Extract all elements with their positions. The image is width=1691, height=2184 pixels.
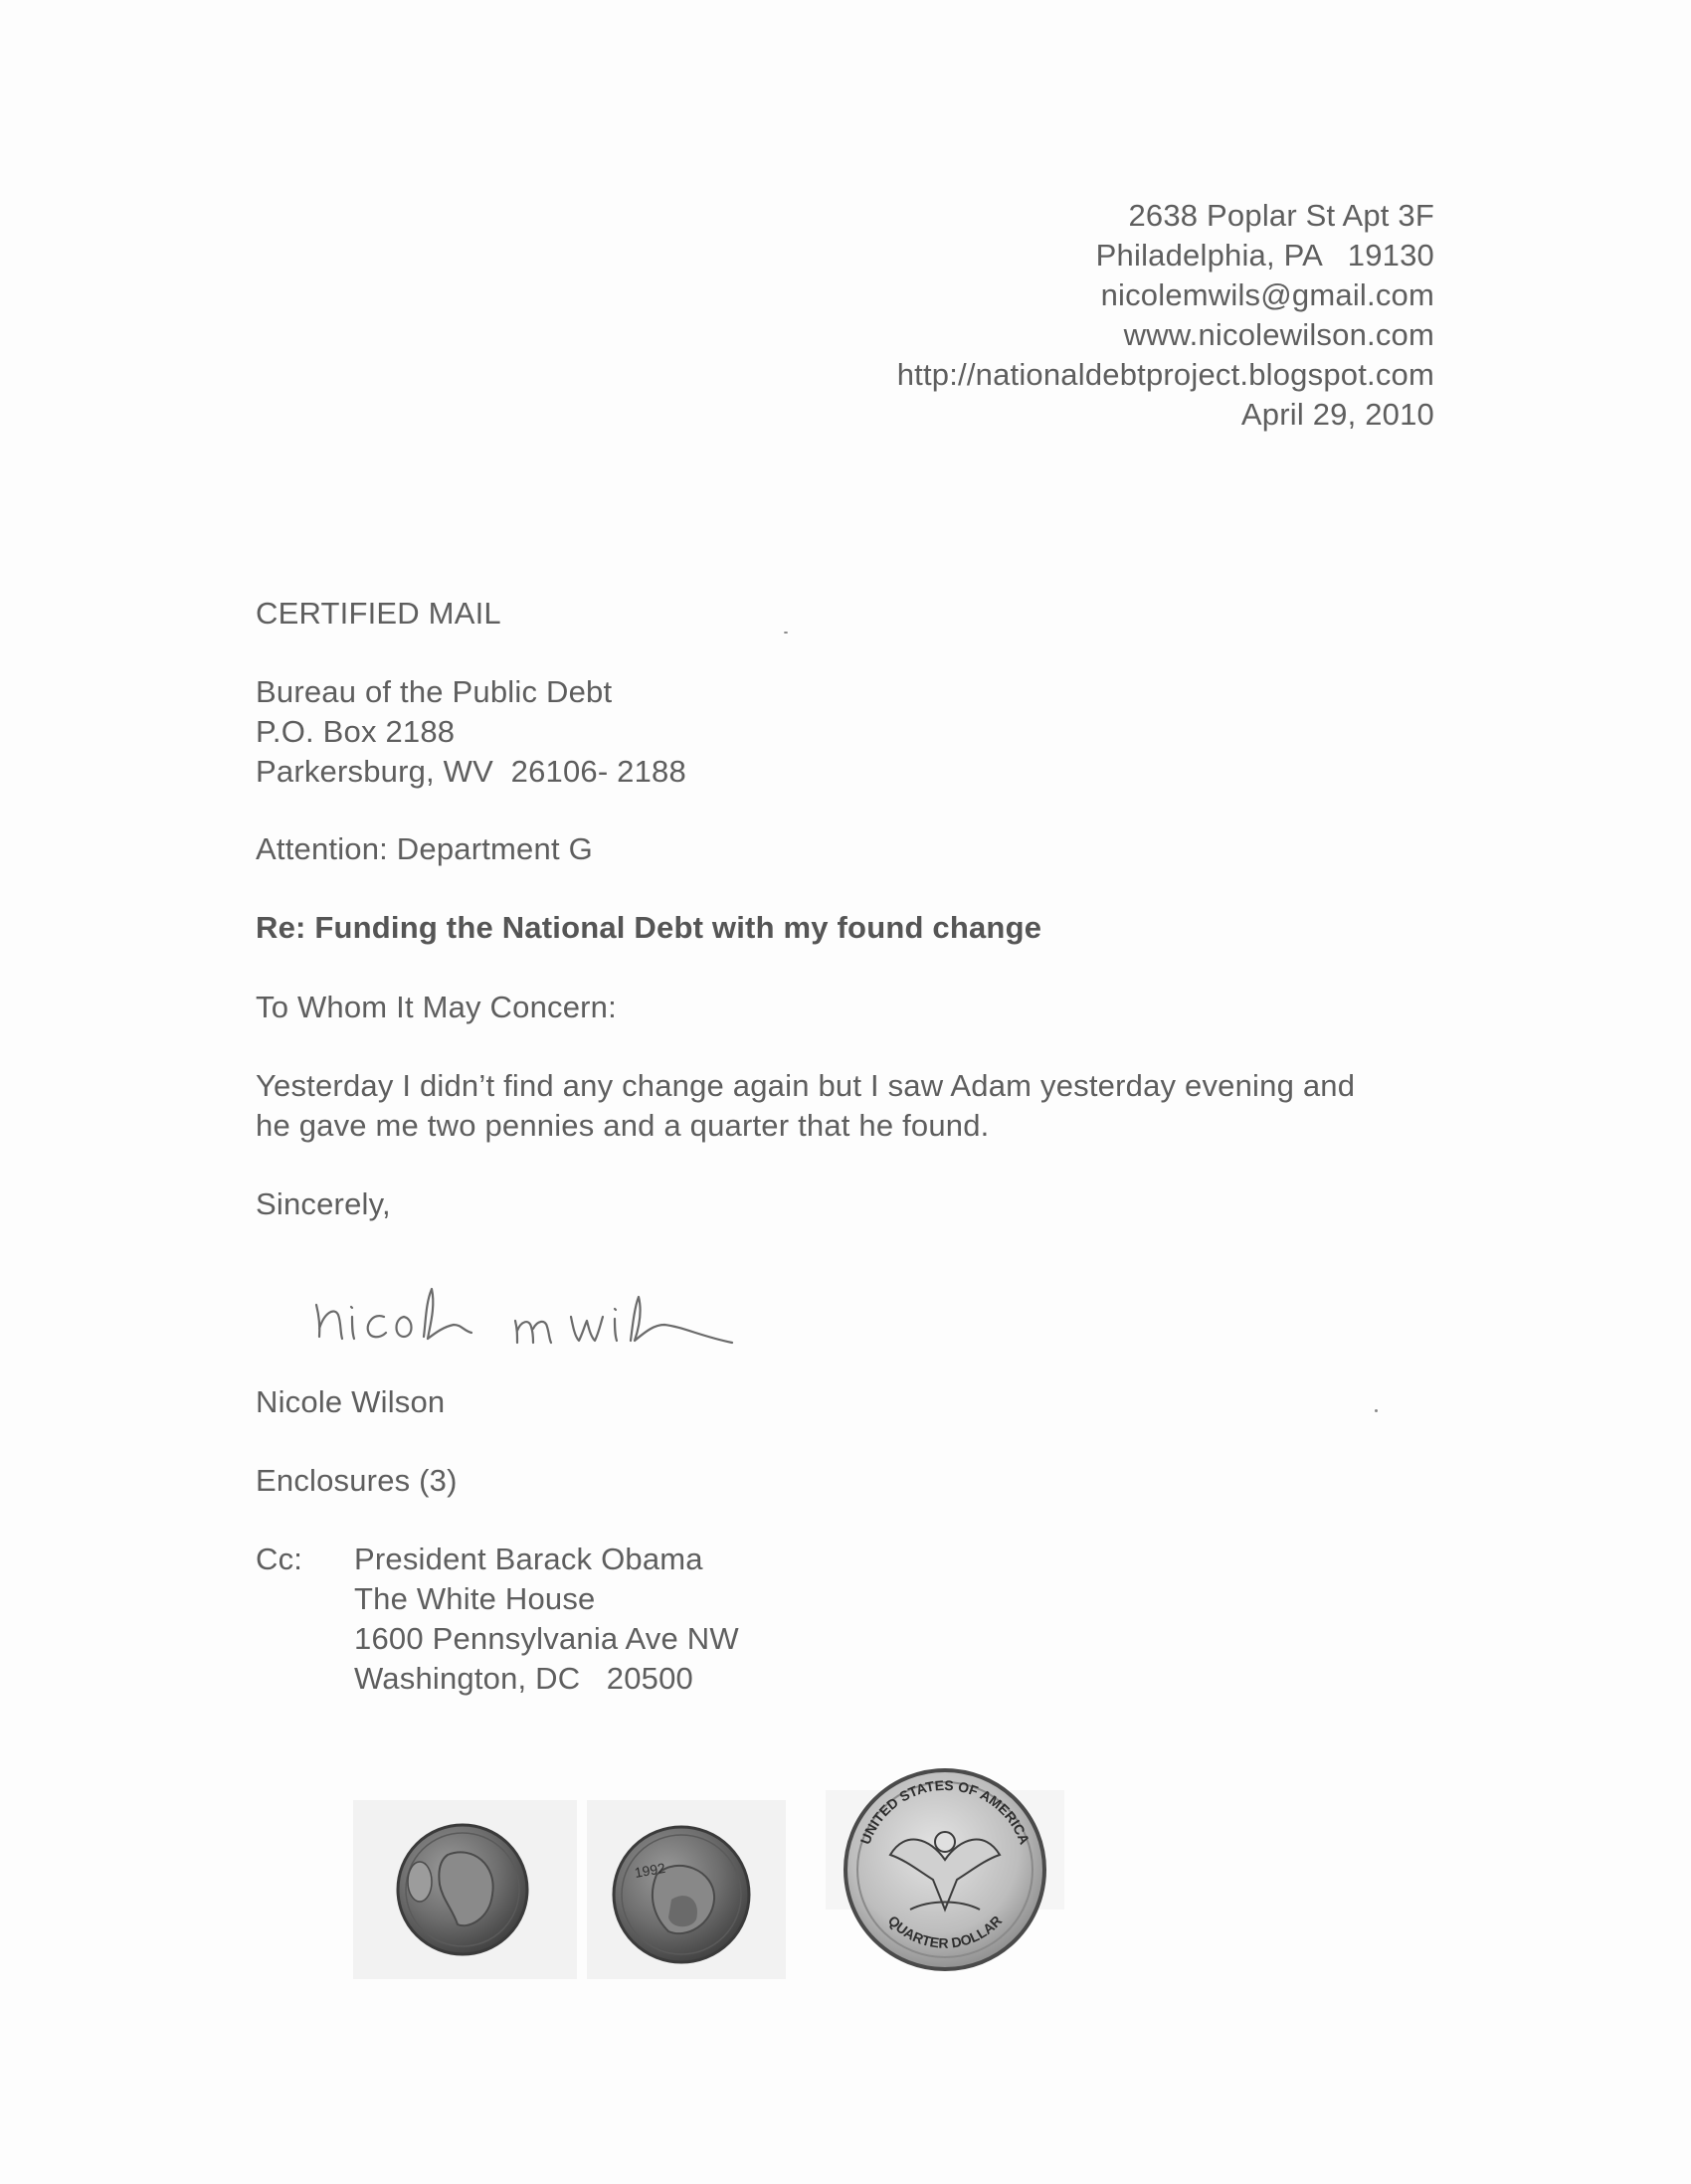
sender-email: nicolemwils@gmail.com xyxy=(1100,277,1434,312)
letter-body xyxy=(256,1066,1449,1146)
scan-speck xyxy=(784,632,788,634)
quarter-coin xyxy=(846,1770,1044,1969)
quarter-bottom-inscription: QUARTER DOLLAR xyxy=(884,1911,1006,1951)
penny-coin xyxy=(614,1827,749,1962)
sender-city-state-zip: Philadelphia, PA 19130 xyxy=(1095,238,1434,273)
cc-address-line: The White House xyxy=(354,1581,596,1616)
penny-coin xyxy=(398,1825,527,1954)
enclosures-note: Enclosures (3) xyxy=(256,1463,458,1498)
recipient-city-state-zip: Parkersburg, WV 26106- 2188 xyxy=(256,754,686,789)
signer-name: Nicole Wilson xyxy=(256,1384,446,1419)
mail-type: CERTIFIED MAIL xyxy=(256,596,501,631)
recipient-name: Bureau of the Public Debt xyxy=(256,674,613,709)
sender-address-block xyxy=(897,196,1434,435)
subject-line: Re: Funding the National Debt with my found change xyxy=(256,910,1042,945)
cc-address-block xyxy=(354,1540,739,1699)
closing: Sincerely, xyxy=(256,1186,391,1221)
scan-speck xyxy=(1375,1409,1378,1412)
quarter-top-inscription: UNITED STATES OF AMERICA xyxy=(856,1776,1033,1847)
recipient-po-box: P.O. Box 2188 xyxy=(256,714,456,749)
body-line: Yesterday I didn’t find any change again but I saw Adam yesterday evening and xyxy=(256,1068,1356,1103)
cc-label: Cc: xyxy=(256,1542,303,1576)
letter-date: April 29, 2010 xyxy=(1240,397,1434,432)
salutation: To Whom It May Concern: xyxy=(256,990,617,1024)
cc-address-line: 1600 Pennsylvania Ave NW xyxy=(354,1621,739,1656)
attention-line: Attention: Department G xyxy=(256,831,593,866)
taped-coins xyxy=(348,1760,1084,1999)
body-line: he gave me two pennies and a quarter that he found. xyxy=(256,1108,990,1143)
sender-website: www.nicolewilson.com xyxy=(1123,317,1434,352)
cc-address-line: Washington, DC 20500 xyxy=(354,1661,693,1696)
recipient-address-block xyxy=(256,672,686,792)
sender-blog-url: http://nationaldebtproject.blogspot.com xyxy=(896,357,1434,392)
handwritten-signature xyxy=(304,1267,822,1366)
cc-name: President Barack Obama xyxy=(354,1542,703,1576)
sender-street: 2638 Poplar St Apt 3F xyxy=(1128,198,1434,233)
penny-year: 1992 xyxy=(633,1859,667,1881)
